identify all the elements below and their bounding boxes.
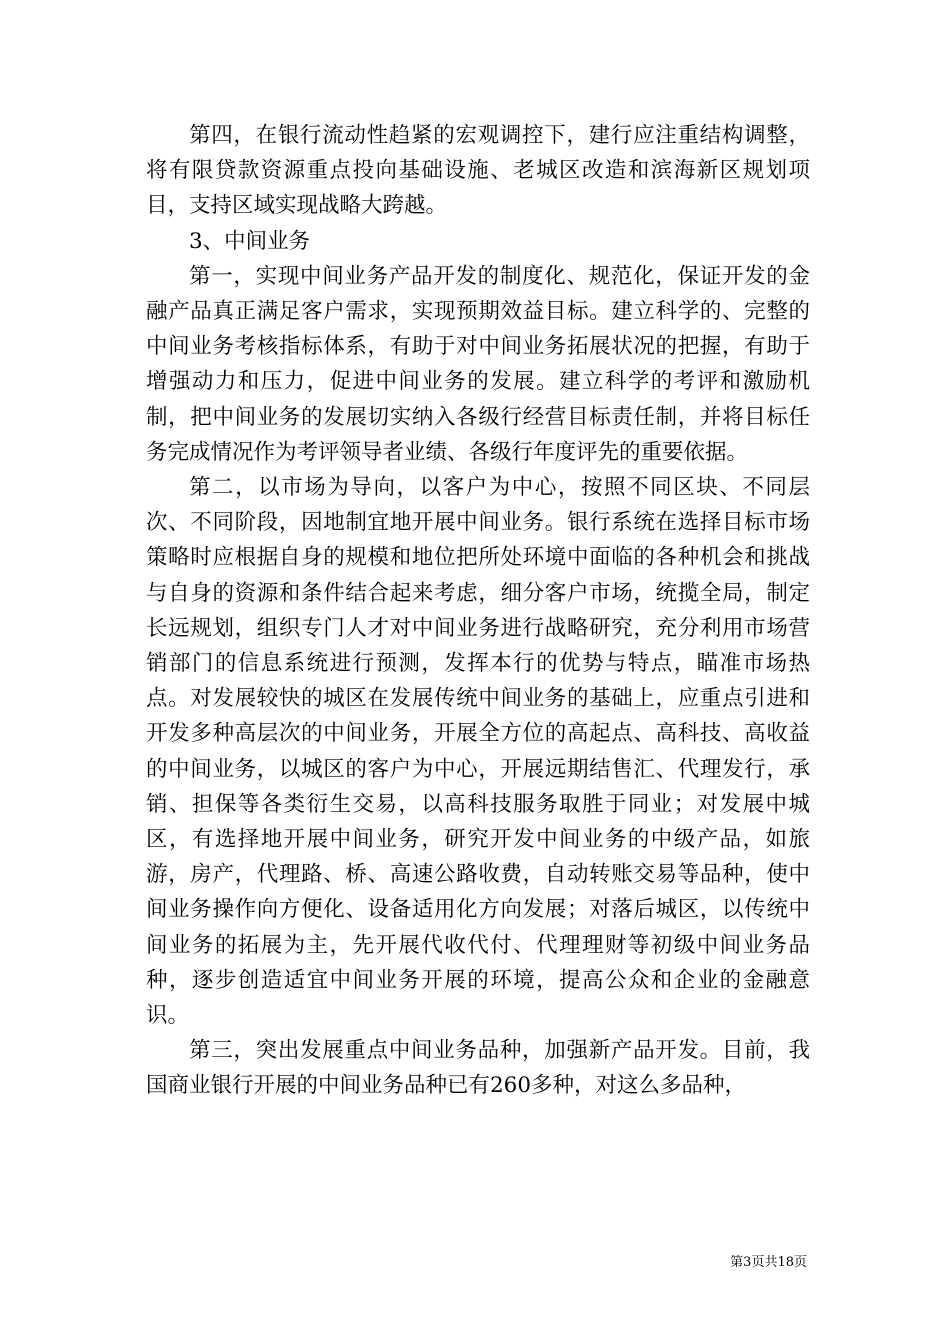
paragraph-fourth-point: 第四，在银行流动性趋紧的宏观调控下，建行应注重结构调整，将有限贷款资源重点投向基础设施、老城区改造和滨海新区规划项目，支持区域实现战略大跨越。: [146, 123, 810, 219]
paragraph-second-point: 第二，以市场为导向，以客户为中心，按照不同区块、不同层次、不同阶段，因地制宜地开展中间业务。银行系统在选择目标市场策略时应根据自身的规模和地位把所处环境中面临的各种机会和挑战与自身的资源和条件结合起来考虑，细分客户市场，统揽全局，制定长远规划，组织专门人才对中间业务进行战略研究，充分利用市场营销部门的信息系统进行预测，发挥本行的优势与特点，瞄准市场热点。对发展较快的城区在发展传统中间业务的基础上，应重点引进和开发多种高层次的中间业务，开展全方位的高起点、高科技、高收益的中间业务，以城区的客户为中心，开展远期结售汇、代理发行，承销、担保等各类衍生交易，以高科技服务取胜于同业；对发展中城区，有选择地开展中间业务，研究开发中间业务的中级产品，如旅游，房产，代理路、桥、高速公路收费，自动转账交易等品种，使中间业务操作向方便化、设备适用化方向发展；对落后城区，以传统中间业务的拓展为主，先开展代收代付、代理理财等初级中间业务品种，逐步创造适宜中间业务开展的环境，提高公众和企业的金融意识。: [146, 475, 810, 1029]
paragraph-third-point: 第三，突出发展重点中间业务品种，加强新产品开发。目前，我国商业银行开展的中间业务品种已有260多种，对这么多品种，: [146, 1038, 810, 1099]
document-body: [146, 118, 810, 1104]
paragraph-first-point: 第一，实现中间业务产品开发的制度化、规范化，保证开发的金融产品真正满足客户需求，实现预期效益目标。建立科学的、完整的中间业务考核指标体系，有助于对中间业务拓展状况的把握，有助于增强动力和压力，促进中间业务的发展。建立科学的考评和激励机制，把中间业务的发展切实纳入各级行经营目标责任制，并将目标任务完成情况作为考评领导者业绩、各级行年度评先的重要依据。: [146, 263, 810, 465]
section-heading-intermediary-business: 3、中间业务: [189, 228, 311, 254]
page-number-footer: 第3页共18页: [730, 1255, 807, 1270]
